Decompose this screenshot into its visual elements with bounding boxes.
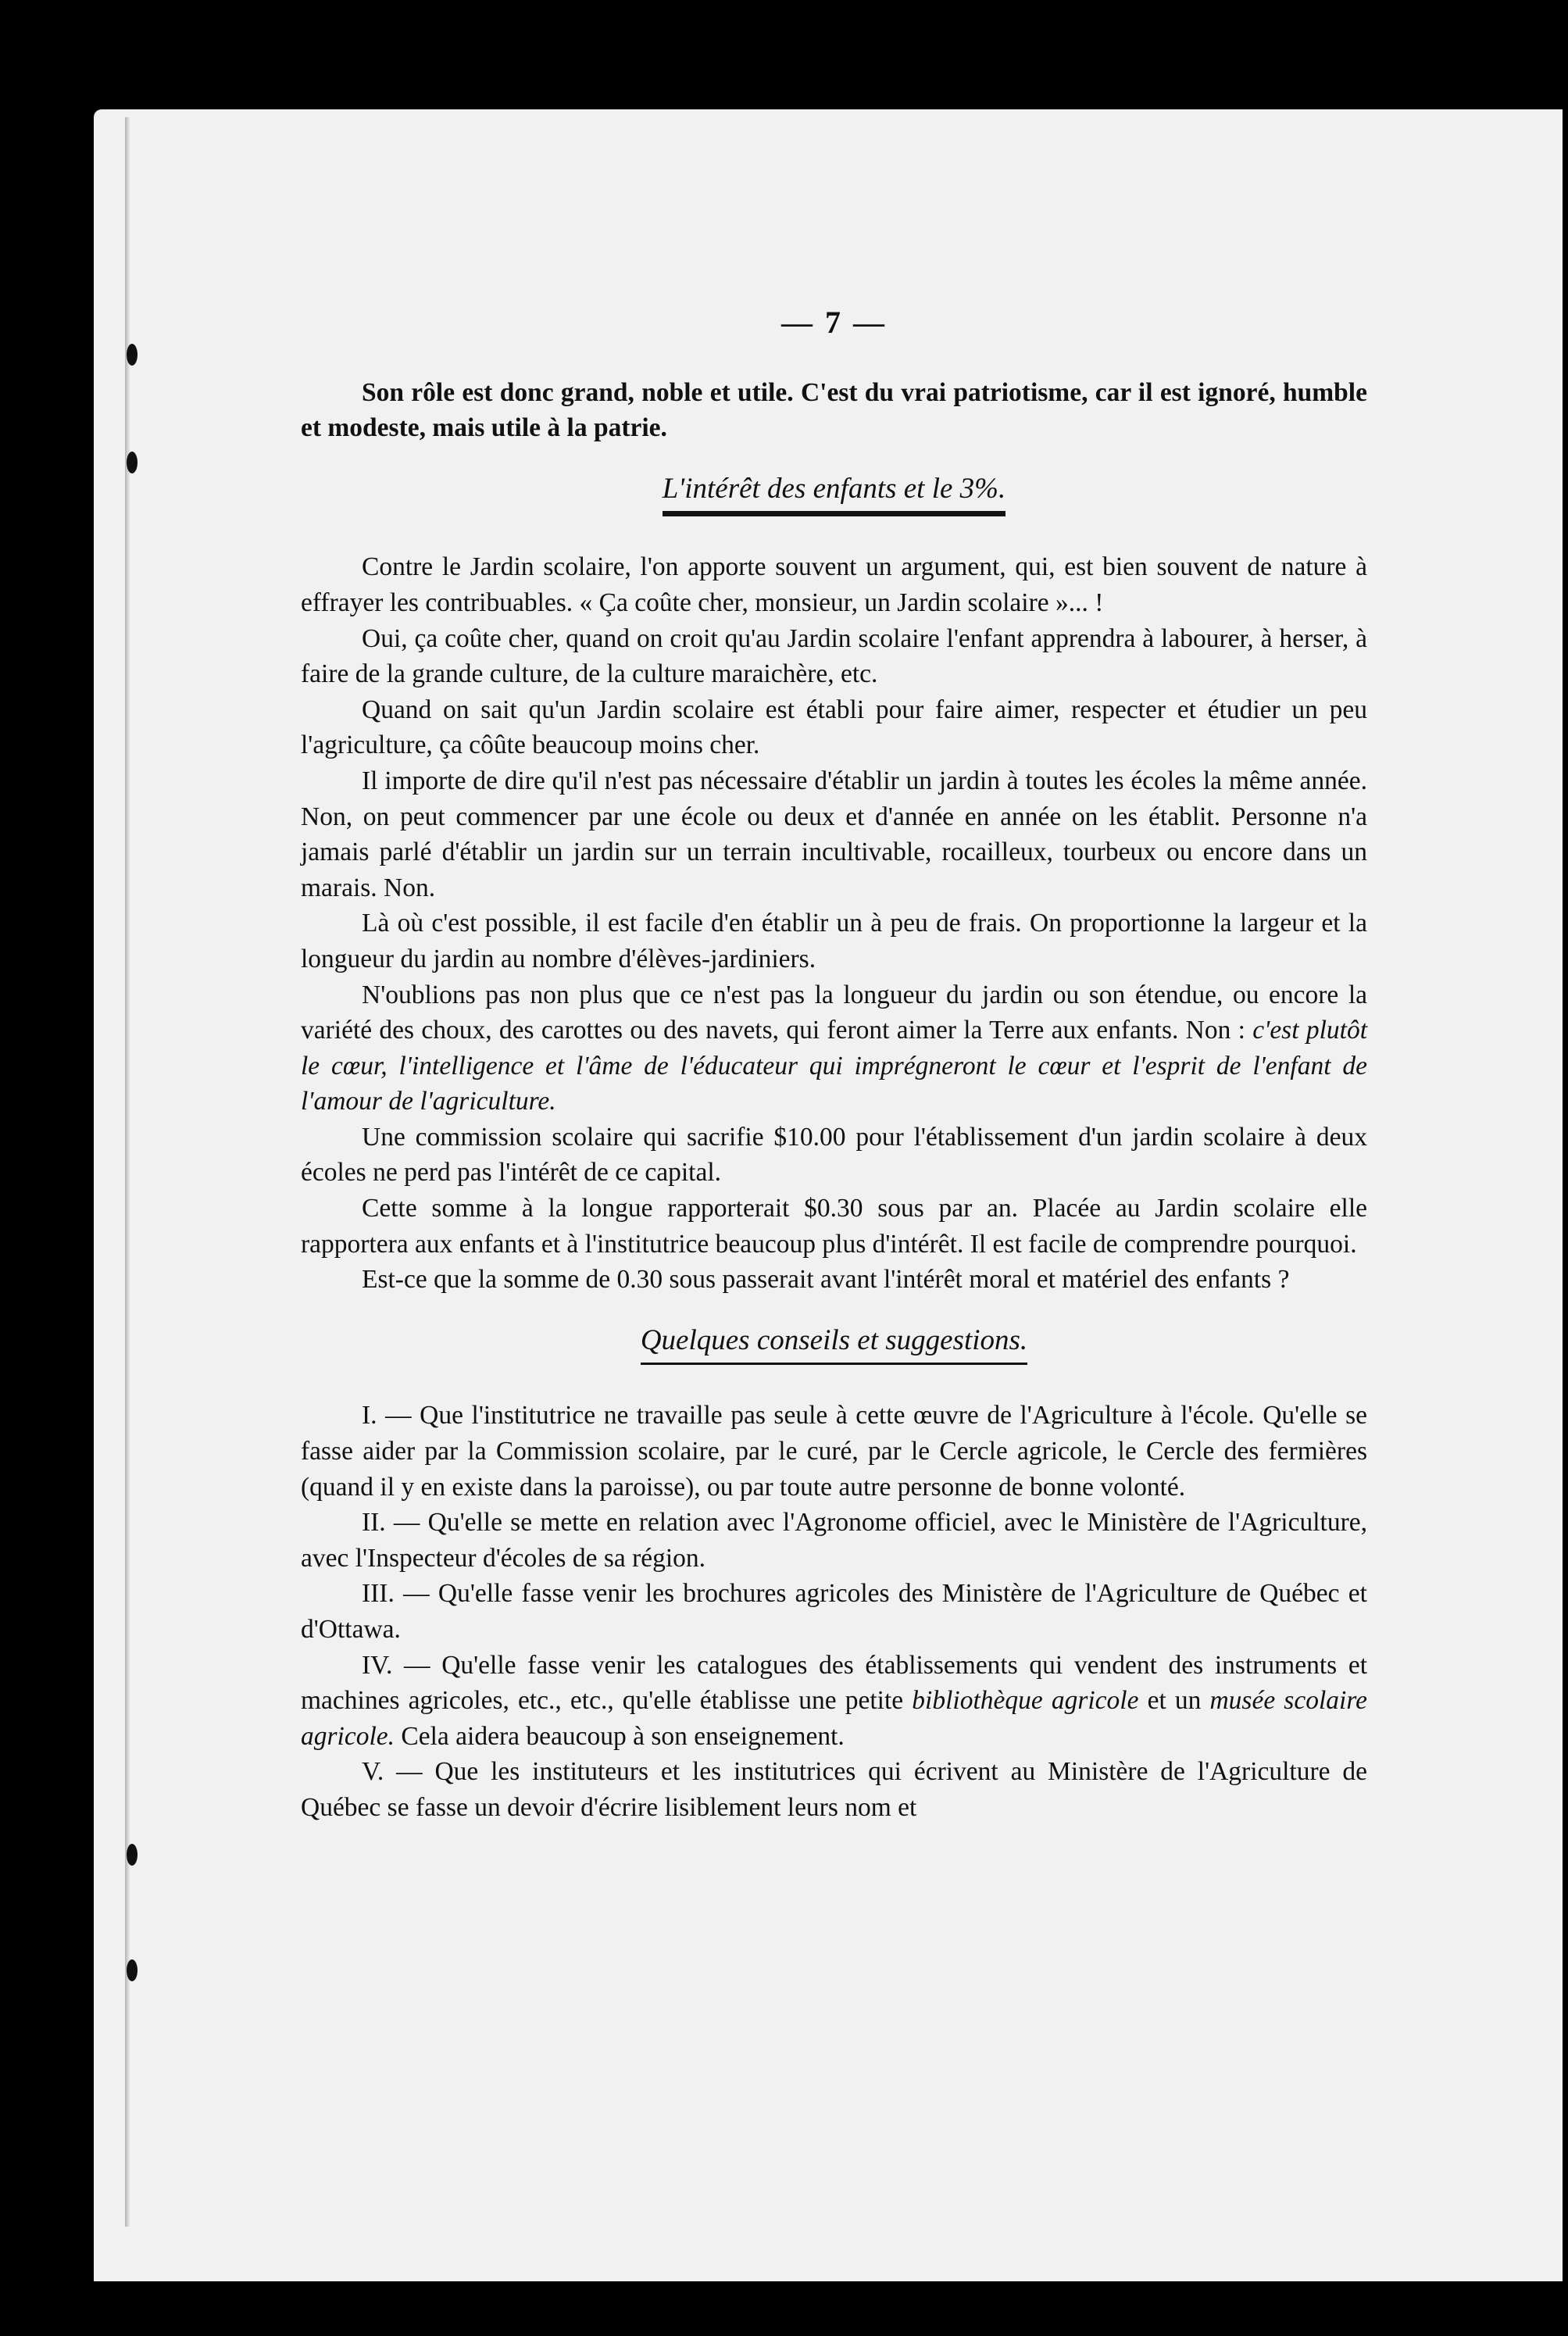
paragraph: Oui, ça coûte cher, quand on croit qu'au Jardin scolaire l'enfant apprendra à labourer, à herser, à faire de la grande culture, de la culture maraichère, etc.: [301, 623, 1367, 689]
list-item-text: et un: [1138, 1686, 1210, 1716]
list-item: [301, 1754, 1367, 1825]
list-item-number: II.: [362, 1508, 386, 1538]
list-item-text: — Qu'elle fasse venir les catalogues des établissements qui vendent des instruments et machines agricoles, etc., etc., qu'elle établisse une petite: [301, 1650, 1367, 1716]
list-item-text: — Qu'elle fasse venir les brochures agricoles des Ministère de l'Agriculture de Québec et d'Ottawa.: [301, 1579, 1367, 1644]
section-title-suggestions-text: Quelques conseils et suggestions.: [641, 1323, 1027, 1366]
list-item: [301, 1398, 1367, 1505]
list-item-number: III.: [362, 1579, 395, 1609]
page-left-edge: [125, 117, 130, 2227]
paragraph: Il importe de dire qu'il n'est pas nécessaire d'établir un jardin à toutes les écoles la même année. Non, on peut commencer par une école ou deux et d'année en année on les établit. Personne n'a jamais parlé d'établir un jardin sur un terrain incultivable, rocailleux, tourbeux ou encore dans un marais. Non.: [301, 766, 1367, 902]
list-item: [301, 1505, 1367, 1576]
paragraph: Quand on sait qu'un Jardin scolaire est établi pour faire aimer, respecter et étudier un peu l'agriculture, ça côûte beaucoup moins cher.: [301, 695, 1367, 760]
list-item-text: Cela aidera beaucoup à son enseignement.: [395, 1721, 845, 1751]
binding-mark: [127, 1959, 138, 1981]
paragraph: Contre le Jardin scolaire, l'on apporte souvent un argument, qui, est bien souvent de nature à effrayer les contribuables. « Ça coûte cher, monsieur, un Jardin scolaire »... !: [301, 552, 1367, 617]
paragraph-italic-text: c'est plutôt le cœur, l'intelligence et l'âme de l'éducateur qui imprégneront le cœur et l'esprit de l'enfant de l'amour de l'agriculture.: [301, 1016, 1367, 1116]
paragraph: Une commission scolaire qui sacrifie $10.00 pour l'établissement d'un jardin scolaire à deux écoles ne perd pas l'intérêt de ce capital.: [301, 1122, 1367, 1188]
paragraph: Cette somme à la longue rapporterait $0.30 sous par an. Placée au Jardin scolaire elle rapportera aux enfants et à l'institutrice beaucoup plus d'intérêt. Il est facile de comprendre pourquoi.: [301, 1194, 1367, 1259]
list-item: [301, 1576, 1367, 1647]
list-item-italic: bibliothèque agricole: [912, 1686, 1139, 1716]
paragraph: Est-ce que la somme de 0.30 sous passerait avant l'intérêt moral et matériel des enfants ?: [362, 1265, 1290, 1295]
intro-paragraph: Son rôle est donc grand, noble et utile. C'est du vrai patriotisme, car il est ignoré, humble et modeste, mais utile à la patrie.: [301, 377, 1367, 443]
section-title-interest: [301, 471, 1367, 517]
section-title-suggestions: [301, 1323, 1367, 1366]
binding-mark: [127, 452, 138, 473]
paragraph: [301, 977, 1367, 1120]
paragraph: Là où c'est possible, il est facile d'en établir un à peu de frais. On proportionne la largeur et la longueur du jardin au nombre d'élèves-jardiniers.: [301, 909, 1367, 973]
list-item-text: — Que les instituteurs et les institutrices qui écrivent au Ministère de l'Agriculture de Québec se fasse un devoir d'écrire lisiblement leurs nom et: [301, 1757, 1367, 1822]
document-body: [301, 305, 1367, 1826]
paragraph-text: N'oublions pas non plus que ce n'est pas la longueur du jardin ou son étendue, ou encore la variété des choux, des carottes ou des navets, qui feront aimer la Terre aux enfants. Non :: [301, 980, 1367, 1045]
list-item: [301, 1648, 1367, 1755]
binding-mark: [127, 1844, 138, 1866]
list-item-number: I.: [362, 1401, 377, 1431]
page-number: — 7 —: [781, 305, 887, 340]
list-item-italic: musée scolaire agricole.: [301, 1686, 1367, 1751]
list-item-text: — Que l'institutrice ne travaille pas seule à cette œuvre de l'Agriculture à l'école. Qu'elle se fasse aider par la Commission scolaire, par le curé, par le Cercle agricole, le Cercle des fermières (quand il y en existe dans la paroisse), ou par toute autre personne de bonne volonté.: [301, 1401, 1367, 1502]
list-item-number: V.: [362, 1757, 384, 1787]
list-item-number: IV.: [362, 1650, 393, 1680]
binding-mark: [127, 344, 138, 366]
section-title-interest-text: L'intérêt des enfants et le 3%.: [663, 471, 1006, 517]
list-item-text: — Qu'elle se mette en relation avec l'Agronome officiel, avec le Ministère de l'Agriculture, avec l'Inspecteur d'écoles de sa région.: [301, 1508, 1367, 1573]
